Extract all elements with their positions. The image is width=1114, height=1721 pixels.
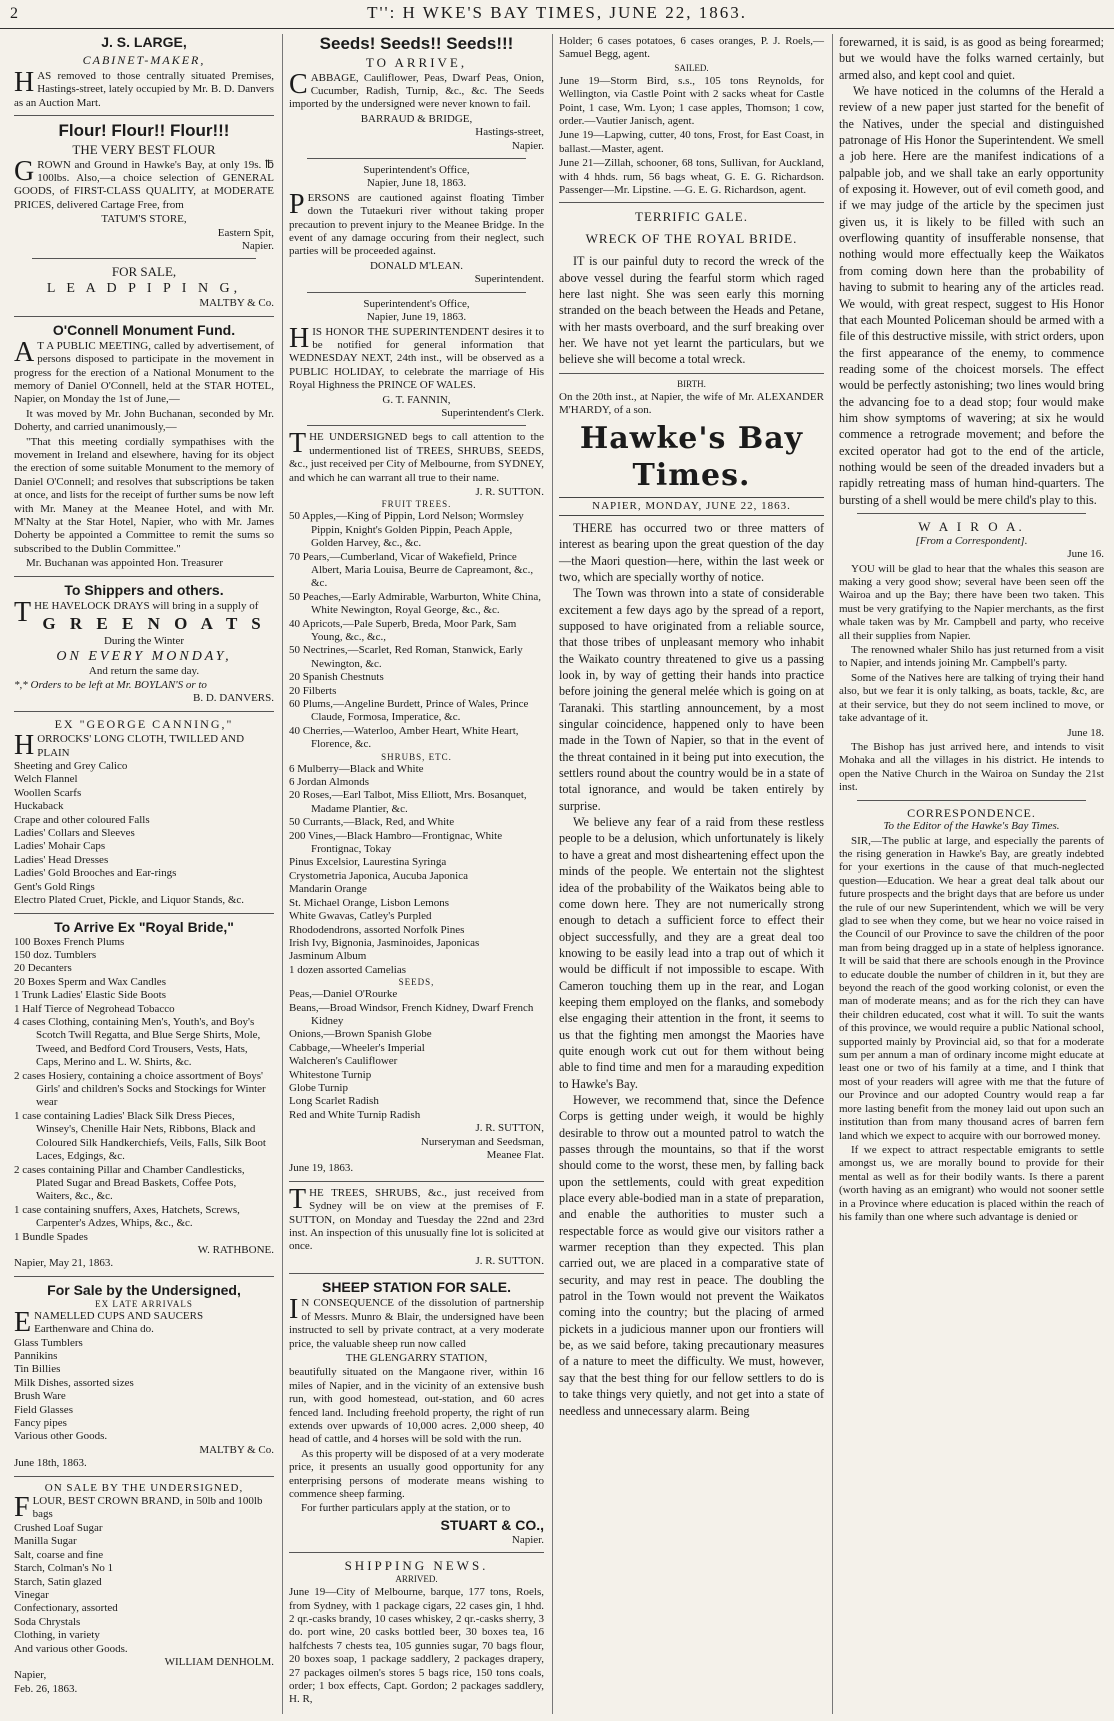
flour-subheading: THE VERY BEST FLOUR [72, 141, 216, 157]
office2-heading: Superintendent's Office, [363, 297, 470, 310]
masthead [0, 0, 1114, 29]
station-para: For further particulars apply at the station, or to [301, 1502, 511, 1515]
list-item: HORROCKS' LONG CLOTH, TWILLED AND PLAIN [14, 730, 245, 762]
list-item: Glass Tumblers [14, 1336, 83, 1349]
list-item: Walcheren's Cauliflower [289, 1055, 398, 1068]
list-item: Red and White Turnip Radish [289, 1108, 421, 1121]
list-item: 1 Half Tierce of Negrohead Tobacco [14, 1002, 175, 1015]
sailed-item: June 21—Zillah, schooner, 68 tons, Sullivan, for Auckland, with 4 hhds. rum, 56 bags wheat, G. E. G. Richardson. Passenger—Mr. Lipstine. —G. E. G. Richardson, agent. [559, 157, 824, 197]
list-item: Ladies' Gold Brooches and Ear-rings [14, 867, 177, 880]
seeds-arrive: TO ARRIVE, [365, 54, 468, 70]
divider [307, 158, 526, 159]
divider [289, 1273, 544, 1274]
station-para: IN CONSEQUENCE of the dissolution of partnership of Messrs. Munro & Blair, the undersigned have been instructed to sell by private contract, at a very moderate price, the valuable sheep run now called [289, 1294, 544, 1350]
trees-signature: J. R. SUTTON. [475, 485, 544, 498]
seeds-heading: Seeds! Seeds!! Seeds!!! [319, 34, 514, 53]
list-item: 70 Pears,—Cumberland, Vicar of Wakefield, Prince Albert, Maria Louisa, Beurre de Capreamont, &c., &c. [289, 550, 534, 590]
office2-date: Napier, June 19, 1863. [366, 311, 467, 324]
list-item: Sheeting and Grey Calico [14, 760, 128, 773]
list-item: ENAMELLED CUPS AND SAUCERS [14, 1306, 204, 1338]
sailed-heading: SAILED. [674, 62, 709, 73]
shippers-line: *,* Orders to be left at Mr. BOYLAN'S or to [14, 678, 207, 691]
shippers-line: G R E E N O A T S [42, 614, 266, 634]
undersigned-subheading: EX LATE ARRIVALS [95, 1298, 193, 1309]
divider [289, 1181, 544, 1182]
station-para: As this property will be disposed of at a very moderate price, it presents an usually good opportunity for any enterprising persons of moderate means wishing to commence sheep farming. [289, 1447, 544, 1500]
list-item: Field Glasses [14, 1403, 73, 1416]
sale2-place: Napier, [14, 1669, 47, 1682]
wreck-article [559, 253, 824, 367]
paper-dateline: NAPIER, MONDAY, JUNE 22, 1863. [559, 497, 824, 516]
wairoa-para: The Bishop has just arrived here, and intends to visit Mohaka and all the villages in his district. He intends to open the Native Church in the Wairoa on Sunday the 21st inst. [839, 740, 1104, 794]
list-item: Soda Chrystals [14, 1615, 81, 1628]
list-item: FLOUR, BEST CROWN BRAND, in 50lb and 100lb bags [14, 1492, 263, 1524]
correspondence-para: If we expect to attract respectable emigrants to settle amongst us, we are morally bound to provide for their mental as well as for their bodily wants. Is there a parent (worth having as an emigrant) who would not sooner settle in a Province where education is placed within the reach of his family than one where such advantage is denied or [839, 1143, 1104, 1223]
list-item: Long Scarlet Radish [289, 1095, 379, 1108]
page-title: T'': H WKE'S BAY TIMES, JUNE 22, 1863. [367, 3, 747, 22]
divider [559, 202, 824, 203]
flour-store: TATUM'S STORE, [101, 213, 187, 226]
list-item: 50 Peaches,—Early Admirable, Warburton, White China, White Newington, Royal George, &c., &c. [289, 590, 541, 617]
sale2-date: Feb. 26, 1863. [14, 1682, 78, 1695]
large-name: J. S. LARGE, [101, 34, 187, 50]
wairoa-date: June 18. [1067, 726, 1104, 739]
gale-heading: TERRIFIC GALE. [635, 209, 748, 225]
canning-list [14, 730, 274, 907]
divider [289, 1552, 544, 1553]
list-item: 1 case containing snuffers, Axes, Hatchets, Screws, Carpenter's Adzes, Whips, &c., &c. [14, 1203, 240, 1230]
undersigned-heading: For Sale by the Undersigned, [47, 1281, 241, 1298]
list-item: 20 Spanish Chestnuts [289, 671, 384, 684]
divider [307, 425, 526, 426]
shipping-subheading: ARRIVED. [395, 1574, 438, 1585]
trees2-signature: J. R. SUTTON. [475, 1254, 544, 1267]
flour-heading: Flour! Flour!! Flour!!! [58, 120, 230, 140]
list-item: 60 Plums,—Angeline Burdett, Prince of Wales, Prince Claude, Formosa, Imperatice, &c. [289, 698, 529, 724]
list-item: And various other Goods. [14, 1642, 128, 1655]
list-item: Pinus Excelsior, Laurestina Syringa [289, 856, 447, 869]
wreck-heading: WRECK OF THE ROYAL BRIDE. [585, 231, 798, 247]
list-item: Onions,—Brown Spanish Globe [289, 1028, 432, 1041]
divider [32, 258, 256, 259]
list-item: Tin Billies [14, 1363, 61, 1376]
large-body: HAS removed to those centrally situated Premises, Hastings-street, lately occupied by Mr. B. D. Danvers as an Auction Mart. [14, 66, 274, 109]
list-item: Starch, Satin glazed [14, 1575, 102, 1588]
list-item: 40 Cherries,—Waterloo, Amber Heart, White Heart, Florence, &c. [289, 724, 519, 751]
fruit-heading: FRUIT TREES. [381, 499, 452, 510]
list-item: Crushed Loaf Sugar [14, 1521, 103, 1534]
seeds-town: Napier. [511, 139, 544, 152]
flour-town: Napier. [241, 239, 274, 252]
seeds-signature: BARRAUD & BRIDGE, [360, 112, 473, 125]
sale-heading: FOR SALE, [111, 264, 177, 280]
list-item: Gent's Gold Rings [14, 880, 95, 893]
list-item: 2 cases containing Pillar and Chamber Candlesticks, Plated Sugar and Bread Baskets, Coffee Pots, Waiters, &c., &c. [14, 1163, 245, 1203]
sale2-signature: WILLIAM DENHOLM. [164, 1655, 274, 1668]
list-item: Woollen Scarfs [14, 786, 82, 799]
station-place: Napier. [511, 1533, 544, 1546]
wairoa-source: [From a Correspondent]. [915, 534, 1028, 547]
seeds2-date: June 19, 1863. [289, 1162, 354, 1175]
list-item: 100 Boxes French Plums [14, 935, 125, 948]
bride-date: Napier, May 21, 1863. [14, 1257, 114, 1270]
list-item: Brush Ware [14, 1390, 66, 1403]
flour-place: Eastern Spit, [217, 226, 274, 239]
wairoa-date: June 16. [1067, 548, 1104, 561]
list-item: Milk Dishes, assorted sizes [14, 1376, 134, 1389]
sale2-list [14, 1492, 274, 1656]
list-item: Ladies' Collars and Sleeves [14, 827, 135, 840]
editorial-para: We have noticed in the columns of the Herald a review of a new paper just started for the benefit of the Natives, under the special and distinguished patronage of His Honor the Superintendent. We smell a job here. Here are the manifest indications of a palpable job, and we shall take an early opportunity of exposing it. However, out of evil cometh good, and if we may judge of the article by the specimen just given us, it is likely to be filled with such an overflowing quantity of insufferable nonsense, that nothing would more effectually keep the Waikatos from coming down here than the probability of having to submit to hearing any of the articles read. We would, with great respect, suggest to His Honor that each Mounted Policeman should be armed with a file of this destructive missile, with strict orders, upon the first appearance of the enemy, to commence reading some of the choicest morsels. The effect would be perfectly astonishing; two lines would bring the advancing foe to a dead stop; four would make him show symptoms of wavering; at six he would commence a retrograde movement; and before the excited operator had got to the end of the article, nothing would be seen of the dreaded invaders but a rapidly retreating mass of human hind-quarters. The bursting of a shell would be mere child's play to this. [839, 84, 1104, 507]
list-item: Beans,—Broad Windsor, French Kidney, Dwarf French Kidney [289, 1001, 534, 1027]
divider [14, 1476, 274, 1477]
seeds2-role: Nurseryman and Seedsman, [420, 1135, 544, 1148]
seeds2-heading: SEEDS, [398, 977, 435, 988]
correspondence-para: SIR,—The public at large, and especially the parents of the rising generation in Hawke's Bay, are greatly indebted for your exertions in the cause of that much-neglected question—Education. We hear a great deal talk about our future prospects and the bright days that are before us under the rule of our new Superintendent, which we will be very glad to see when they come, but we hear no voice raised in the Council of our Province to save the children of the poor man from being dragged up in a state of helpless ignorance. It will be said that there are schools enough in the Province to educate double the number of children in it, but they are beyond the reach of the good working colonist, or even the man of moderate means; and as for the rich they can have their children educated, cost what it will. To suit the wants of this province, we would require a public National school, supported mainly by Provincial aid, so that for a moderate sum per annum a man of ordinary income might educate at least one or two of his family at a time, and I think that most of your readers will agree with me that the future of our Province and our adopted Country would reap a far more lasting benefit from the money laid out upon such an institution than from many thousand acres of barren fern land which we expect to acquire with our borrowed money. [839, 834, 1104, 1142]
column-4 [832, 34, 1110, 1714]
list-item: Crape and other coloured Falls [14, 813, 150, 826]
divider [14, 711, 274, 712]
sailed-item: June 19—Lapwing, cutter, 40 tons, Frost, for East Coast, in ballast.—Master, agent. [559, 129, 824, 155]
wairoa-para: Some of the Natives here are talking of trying their hand also, but we fear it is only talking, as boats, tackle, &c, are at their service, but they do not seem inclined to move, or take advantage of it. [839, 671, 1104, 725]
sale-by: MALTBY & Co. [199, 297, 274, 310]
shipping-heading: SHIPPING NEWS. [344, 1558, 489, 1574]
station-signature: STUART & CO., [440, 1516, 544, 1533]
correspondence-heading: CORRESPONDENCE. [907, 805, 1036, 820]
list-item: 6 Mulberry—Black and White [289, 762, 424, 775]
undersigned-date: June 18th, 1863. [14, 1457, 87, 1470]
divider [14, 316, 274, 317]
seeds2-place: Meanee Flat. [486, 1148, 544, 1161]
office2-signature: G. T. FANNIN, [382, 393, 451, 406]
list-item: 20 Boxes Sperm and Wax Candles [14, 975, 166, 988]
divider [559, 373, 824, 374]
sale-item: L E A D P I P I N G, [46, 281, 242, 297]
list-item: White Gwavas, Catley's Purpled [289, 910, 432, 923]
list-item: Ladies' Head Dresses [14, 853, 109, 866]
list-item: Welch Flannel [14, 773, 78, 786]
list-item: 4 cases Clothing, containing Men's, Youth's, and Boy's Scotch Twill Regatta, and Blue Serge Shirts, Mole, Tweed, and Bedford Cord Trousers, Vests, Hats, Caps, Merino and L. W. Shirts, &c. [14, 1016, 261, 1069]
bride-heading: To Arrive Ex "Royal Bride," [54, 918, 234, 935]
office1-date: Napier, June 18, 1863. [366, 177, 467, 190]
list-item: 20 Filberts [289, 684, 337, 697]
list-item: Earthenware and China do. [34, 1323, 154, 1336]
office2-body: HIS HONOR THE SUPERINTENDENT desires it to be notified for general information that WEDNESDAY NEXT, 24th inst., will be observed as a PUBLIC HOLIDAY, to celebrate the marriage of His Royal Highness the PRINCE OF WALES. [289, 322, 544, 392]
oconnell-heading: O'Connell Monument Fund. [52, 321, 236, 338]
list-item: 6 Jordan Almonds [289, 776, 370, 789]
divider [857, 513, 1086, 514]
bride-list [14, 936, 274, 1244]
editorial-para: However, we recommend that, since the Defence Corps is getting under weigh, it would be highly desirable to throw out a mounted patrol to watch the passes through the mountains, so that if the worst should come to the worst, these men, by falling back upon the settlements, could with great expedition place every able-bodied man in a state of preparation, and enable the authorities to muster such a respectable force as would give our visitors rather a warmer reception than they expected. This plan carried out, we are placed in a comparative state of security, and may rest in peace. The doubling the patrol in the Town would not prevent the Waikatos coming into the country; but the placing of armed pickets in a judicious manner upon our frontiers will be, as we said before, taking precautionary measures of a nature to meet the difficulty. We must, however, say that the best thing for our fellow settlers to do is to take things very quietly, and not get into a state of needless and unnecessary alarm. Being [559, 1092, 824, 1418]
seeds2-list [289, 988, 544, 1122]
list-item: Globe Turnip [289, 1081, 348, 1094]
divider [857, 800, 1086, 801]
list-item: Mandarin Orange [289, 883, 367, 896]
seeds-place: Hastings-street, [475, 126, 544, 139]
trees2-body: THE TREES, SHRUBS, &c., just received from Sydney will be on view at the premises of F. SUTTON, on Monday and Tuesday the 22nd and 23rd inst. An inspection of this unusually fine lot is solicited at once. [289, 1183, 544, 1253]
office1-body: PERSONS are cautioned against floating Timber down the Tutaekuri river without taking proper precaution to prevent injury to the Meanee Bridge. In the event of any damage occuring from their neglect, such parties will be proceeded against. [289, 188, 544, 258]
divider [307, 292, 526, 293]
column-2 [282, 34, 550, 1714]
list-item: Jasminum Album [289, 950, 367, 963]
seeds-body: CABBAGE, Cauliflower, Peas, Dwarf Peas, Onion, Cucumber, Radish, Turnip, &c., &c. The Seeds imported by the undersigned were never known to fail. [289, 68, 544, 111]
list-item: 1 case containing Ladies' Black Silk Dress Pieces, Winsey's, Chenille Hair Nets, Ribbons, Black and Coloured Silk Handkerchiefs, Veils, Falls, Silk Boot Laces, Edgings, &c. [14, 1109, 266, 1163]
list-item: Clothing, in variety [14, 1629, 100, 1642]
trees-body: THE UNDERSIGNED begs to call attention to the undermentioned list of TREES, SHRUBS, SEEDS, &c., just received per City of Melbourne, from SYDNEY, and which he can warrant all true to their name. [289, 428, 544, 484]
office1-signature: DONALD M'LEAN. [369, 259, 464, 272]
list-item: 1 dozen assorted Camelias [289, 963, 406, 976]
shippers-heading: To Shippers and others. [64, 581, 224, 598]
list-item: 50 Apples,—King of Pippin, Lord Nelson; Wormsley Pippin, Knight's Golden Pippin, Peach Apple, Golden Harvey, &c., &c. [289, 510, 524, 550]
correspondence-addressee: To the Editor of the Hawke's Bay Times. [883, 820, 1060, 833]
sailed-item: June 19—Storm Bird, s.s., 105 tons Reynolds, for Wellington, via Castle Point with 2 sacks wheat for Castle Point, 1 case, Wm. Lyon; 1 case apples, Thomson; 1 cow, order.—Vautier Janisch, agent. [559, 74, 824, 127]
list-item: Ladies' Mohair Caps [14, 840, 106, 853]
large-trade: CABINET-MAKER, [82, 53, 206, 68]
divider [14, 913, 274, 914]
station-para: beautifully situated on the Mangaone river, within 16 miles of Napier, and in the vicinity of an extensive bush run, with good homestead, out-station, and 60 acres fenced land. Including freehold property, the right of run extends over upwards of 10,000 acres. 2,000 sheep, 40 head of cattle, and 4 horses will be sold with the run. [289, 1366, 544, 1446]
list-item: 2 cases Hosiery, containing a choice assortment of Boys' Girls' and children's Socks and Stockings for Winter wear [14, 1069, 266, 1109]
list-item: St. Michael Orange, Lisbon Lemons [289, 896, 450, 909]
editorial-para: THERE has occurred two or three matters of interest as bearing upon the great question of the day—the Maori question—here, within the last week or two, which are specially worthy of notice. [559, 520, 824, 584]
list-item: 150 doz. Tumblers [14, 949, 97, 961]
shippers-line: During the Winter [103, 634, 184, 647]
shipping-body: June 19—City of Melbourne, barque, 177 tons, Roels, from Sydney, with 1 package cigars, 22 cases gin, 1 hhd. 2 qr.-casks brandy, 10 cases whiskey, 2 qr.-casks sherry, 3 do. port wine, 20 casks bottled beer, 30 boxes tea, 16 halfchests 7 chests tea, 105 gunnies sugar, 70 bags flour, 20 boxes soap, 1 package saddlery, 2 packages drapery, 27 packages oilmen's stores 5 bags rice, 150 tons coals, order; 1 box effects, Capt. Gordon; 2 packages saddlery, H. R, [289, 1586, 544, 1706]
list-item: Starch, Colman's No 1 [14, 1562, 114, 1575]
undersigned-signature: MALTBY & Co. [199, 1443, 274, 1456]
sale2-heading: ON SALE BY THE UNDERSIGNED, [44, 1481, 244, 1494]
oconnell-para: AT A PUBLIC MEETING, called by advertisement, of persons disposed to participate in the movement in progress for the erection of a National Monument to the memory of Daniel O'Connell, held at the STAR HOTEL, Napier, on Monday the 1st of June,— [14, 336, 274, 406]
list-item: 1 Trunk Ladies' Elastic Side Boots [14, 989, 167, 1002]
column-3 [552, 34, 830, 1714]
list-item: 50 Currants,—Black, Red, and White [289, 816, 455, 829]
shippers-line: ON EVERY MONDAY, [56, 649, 232, 665]
birth-heading: BIRTH. [677, 378, 706, 389]
wairoa-para: YOU will be glad to hear that the whales this season are making a very good show; several have been seen off the Wairoa and up the Bay; there have been two taken. This must be very gratifying to the Napier merchants, as the first whale taken was by Mr. Campbell and party, who receive all their supplies from Napier. [839, 562, 1104, 642]
editorial-para: forewarned, it is said, is as good as being forearmed; but we would have the folks warned certainly, but armed also, and kept cool and quiet. [839, 35, 1104, 82]
list-item: 50 Nectrines,—Scarlet, Red Roman, Stanwick, Early Newington, &c. [289, 644, 523, 670]
office1-role: Superintendent. [474, 273, 544, 286]
list-item: Fancy pipes [14, 1417, 67, 1430]
shippers-line: THE HAVELOCK DRAYS will bring in a supply of [14, 596, 259, 628]
wairoa-para: The renowned whaler Shilo has just returned from a visit to Napier, and intends joining Mr. Campbell's party. [839, 644, 1104, 670]
list-item: Irish Ivy, Bignonia, Jasminoides, Japonicas [289, 936, 480, 949]
list-item: Pannikins [14, 1350, 58, 1363]
oconnell-para: "That this meeting cordially sympathises with the movement in Ireland and elsewhere, having for its object the erection of some suitable Monument to the memory of Daniel O'Connell; and resolves that subscriptions be taken at once, and lists for the receipt of further sums be now left with Mr. Maney at the Meanee Hotel, and with Mr. M'Nalty at the Star Hotel, Napier, who with Mr. James Doherty be appointed a Committee to remit the sums so subscribed to the Dublin Committee." [14, 435, 274, 555]
shrubs-list [289, 763, 544, 978]
flour-body: GROWN and Ground in Hawke's Bay, at only 19s. ℔ 100lbs. Also,—a choice selection of GENERAL GOODS, of FIRST-CLASS QUALITY, at MODERATE PRICES, delivered Cartage Free, from [14, 155, 274, 211]
list-item: Peas,—Daniel O'Rourke [289, 988, 398, 1001]
list-item: Salt, coarse and fine [14, 1548, 104, 1561]
office2-role: Superintendent's Clerk. [441, 406, 544, 419]
station-heading: SHEEP STATION FOR SALE. [321, 1279, 512, 1296]
seeds2-signature: J. R. SUTTON, [475, 1122, 544, 1135]
list-item: Huckaback [14, 800, 64, 813]
bride-signature: W. RATHBONE. [197, 1243, 274, 1256]
list-item: 1 Bundle Spades [14, 1230, 88, 1243]
list-item: 20 Roses,—Earl Talbot, Miss Elliott, Mrs. Bosanquet, Madame Plantier, &c. [289, 789, 527, 815]
editorial-continued [839, 34, 1104, 508]
divider [14, 1276, 274, 1277]
editorial [559, 520, 824, 1419]
list-item: 200 Vines,—Black Hambro—Frontignac, White Frontignac, Tokay [289, 829, 503, 856]
list-item: Manilla Sugar [14, 1535, 77, 1548]
paper-title: Hawke's Bay Times. [579, 421, 804, 493]
page-number: 2 [10, 5, 18, 22]
wairoa-heading: W A I R O A. [918, 518, 1025, 534]
column-1 [8, 34, 280, 1714]
list-item: Vinegar [14, 1588, 49, 1601]
list-item: Electro Plated Cruet, Pickle, and Liquor Stands, &c. [14, 894, 245, 907]
list-item: 40 Apricots,—Pale Superb, Breda, Moor Park, Sam Young, &c., &c., [289, 617, 517, 643]
list-item: Whitestone Turnip [289, 1068, 372, 1081]
canning-heading: EX "GEORGE CANNING," [54, 716, 234, 731]
list-item: 20 Decanters [14, 962, 72, 975]
undersigned-list [14, 1306, 274, 1444]
shipping-continued: Holder; 6 cases potatoes, 6 cases oranges, P. J. Roels,—Samuel Begg, agent. [559, 35, 824, 61]
birth-body: On the 20th inst., at Napier, the wife of Mr. ALEXANDER M'HARDY, of a son. [559, 390, 824, 416]
oconnell-para: It was moved by Mr. John Buchanan, seconded by Mr. Doherty, and carried unanimously,— [14, 407, 274, 434]
list-item: Crystometria Japonica, Aucuba Japonica [289, 869, 469, 882]
divider [14, 115, 274, 116]
office1-heading: Superintendent's Office, [363, 164, 470, 177]
shrubs-heading: SHRUBS, ETC. [381, 751, 452, 762]
divider [14, 576, 274, 577]
list-item: Various other Goods. [14, 1430, 108, 1443]
list-item: Rhododendrons, assorted Norfolk Pines [289, 923, 465, 936]
shippers-line: And return the same day. [88, 665, 200, 678]
oconnell-para: Mr. Buchanan was appointed Hon. Treasurer [26, 557, 224, 570]
station-name: THE GLENGARRY STATION, [345, 1351, 488, 1364]
editorial-para: We believe any fear of a raid from these restless people to be a delusion, which unfortunately is likely to have a great and most disheartening effect upon the minds of the people. We entertain not the slightest idea of the probability of the Waikatos being able to come down here. They are not numerically strong enough to detach a sufficient force to effect their object successfully, and they are a great deal too knowing to be easily lead into a trap out of which it would be difficult if not impossible to escape. With Cameron touching them up in the rear, and Logan keeping them employed on the flanks, and somebody else engaging their attention in the front, it seems to us that the fighting men amongst the Maories have quite enough work cut out for them without being able to find time and men for a marauding expedition to Hawke's Bay. [559, 815, 824, 1091]
list-item: Confectionary, assorted [14, 1602, 118, 1615]
wreck-body: IT is our painful duty to record the wreck of the above vessel during the fearful storm which raged here last night. She was seen early this morning stranded on the beach between the Heads and Petane, with her masts overboard, and the surf breaking over her. We have not yet learnt the particulars, but we believe she will become a total wreck. [559, 254, 824, 367]
editorial-para: The Town was thrown into a state of considerable excitement a few days ago by the spread of a report, supposed to have originated from a reliable source, that those tribes of unpleasant memory who inhabit the Waikato country threatened to give us a passing look in, by way of getting their hands into practice before joining the general melée which is going on at Taranaki. This startling announcement, by a most singular coincidence, happened only to have been made in the Town of Napier, so that in the event of the threat contained in it being put into execution, the settlers round about the country would be in a state of total ignorance, and would be taken entirely by surprise. [559, 586, 824, 813]
shippers-line: B. D. DANVERS. [193, 692, 274, 705]
list-item: Cabbage,—Wheeler's Imperial [289, 1041, 425, 1054]
fruit-list [289, 510, 544, 751]
